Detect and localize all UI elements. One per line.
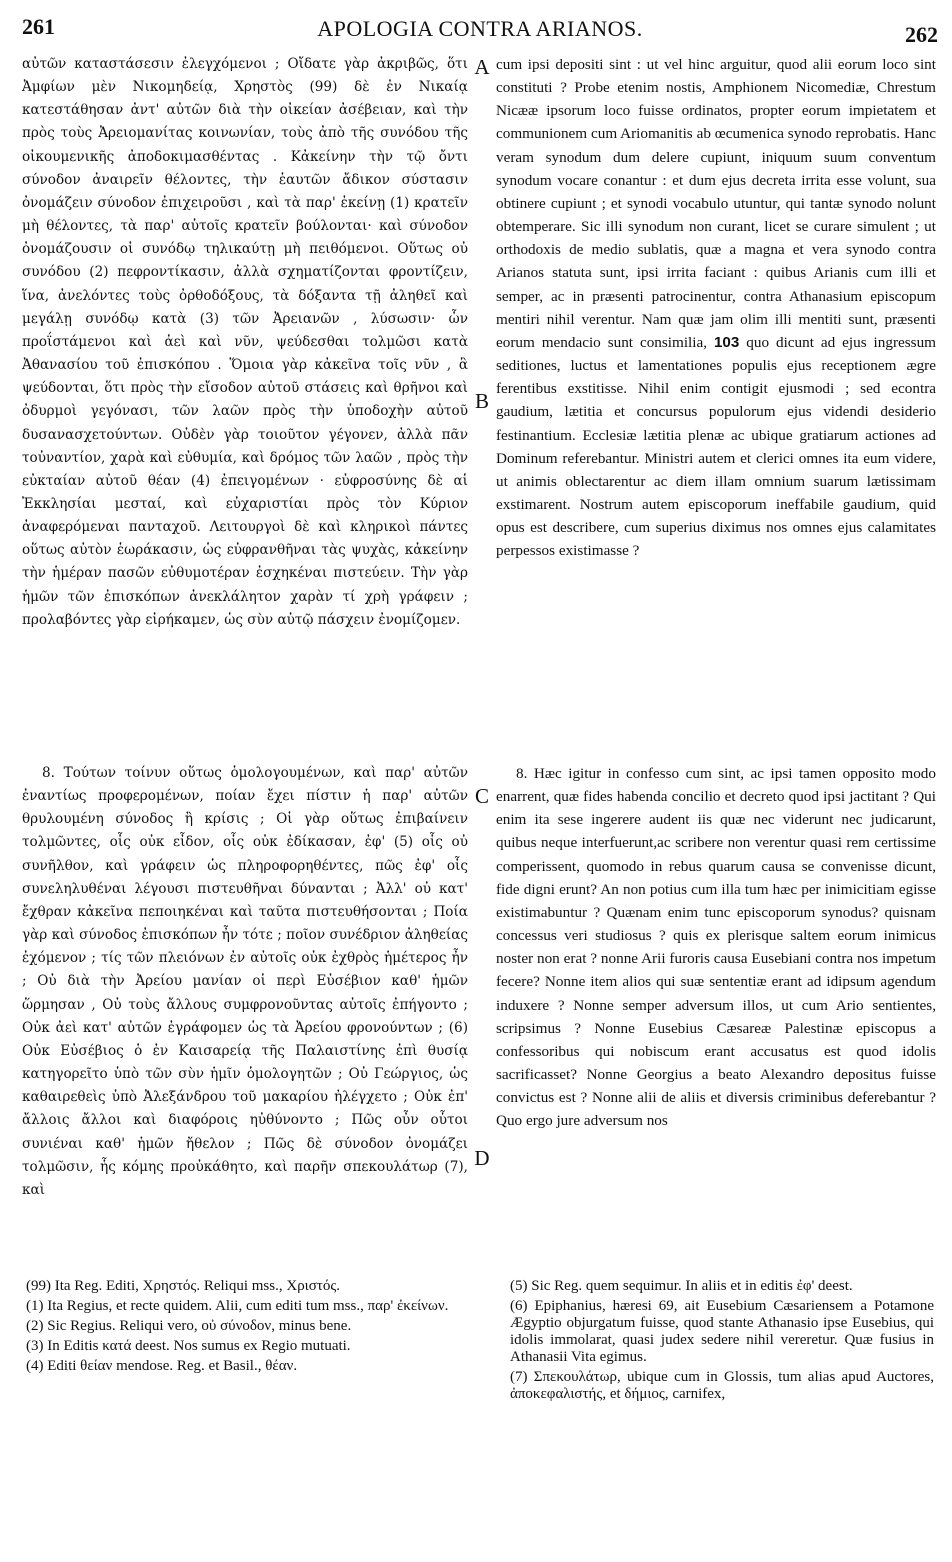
footnote: (6) Epiphanius, hæresi 69, ait Eusebium Cæsariensem a Potamone Ægyptio objurgatum fuisse, quod stante Athanasio ipse Eusebius, qui idolis immolarat, quasi judex sedere nihil vereretur. Quæ fusius in Athanasii Vita egimus. [510,1298,934,1365]
greek-paragraph: αὐτῶν καταστάσεσιν ἐλεγχόμενοι ; Οἴδατε γὰρ ἀκριβῶς, ὅτι Ἀμφίων μὲν Νικομηδείᾳ, Χρηστὸς (99) δὲ ἐν Νικαίᾳ κατεστάθησαν ἀντ' αὐτῶν διὰ τὴν οἰκείαν ἀσέβειαν, καὶ τὴν πρὸς τοὺς Ἀρειομανίτας κοινωνίαν, τοὺς ἀπὸ τῆς συνόδου τῆς οἰκουμενικῆς ἀποδοκιμασθέντας . Κἀκείνην τὴν τῷ ὄντι σύνοδον ἀναιρεῖν θέλοντες, τὴν ἑαυτῶν ἄδικον σύστασιν ὀνομάζειν σύνοδον ἐπιχειροῦσι , καὶ τὰ παρ' ἐκείνῃ (1) κρατεῖν μὴ θέλοντες, τὰ παρ' αὑτοῖς κρατεῖν βούλονται· καὶ σύνοδον ὀνομάζουσιν οἱ συνόδῳ τηλικαύτῃ μὴ πειθόμενοι. Οὕτως οὐ συνόδου (2) πεφροντίκασιν, ἀλλὰ σχηματίζονται φροντίζειν, ἵνα, ἀνελόντες τοὺς ὀρθοδόξους, τὰ δόξαντα τῇ ἀληθεῖ καὶ μεγάλῃ συνόδῳ κατὰ (3) τῶν Ἀρειανῶν , λύσωσιν· ὧν προΐστάμενοι καὶ ἀεὶ καὶ νῦν, ψεύδεσθαι τολμῶσι κατὰ Ἀθανασίου τοῦ ἐπισκόπου . Ὅμοια γὰρ κἀκεῖνα τοῖς νῦν , ἃ ψεύδονται, ὅτι πρὸς τὴν εἴσοδον αὐτοῦ στάσεις καὶ θρῆνοι καὶ ὀδυρμοὶ γεγόνασι, τῶν λαῶν πρὸς τὴν ὑποδοχὴν αὐτοῦ δυσανασχετούντων. Οὐδὲν γὰρ τοιοῦτον γέγονεν, ἀλλὰ πᾶν τοὐναντίον, χαρὰ καὶ εὐθυμία, καὶ δρόμος τῶν λαῶν , πρὸς τὴν εὐκταίαν αὐτοῦ θέαν (4) ἐπειγομένων · εὐφροσύνης δὲ αἱ Ἐκκλησίαι μεσταί, καὶ εὐχαριστίαι πρὸς τὸν Κύριον ἀναφερόμεναι πανταχοῦ. Λειτουργοὶ δὲ καὶ κληρικοὶ πάντες οὕτως αὐτὸν ἑωράκασιν, ὡς εὐφρανθῆναι τὰς ψυχὰς, κἀκείνην τὴν ἡμέραν πασῶν εὐθυμοτέραν ἐσχηκέναι πιστεύειν. Τὴν γὰρ ἡμῶν τῶν ἐπισκόπων ἀνεκλάλητον χαρὰν τί χρὴ γράφειν ; προλαβόντες γὰρ εἰρήκαμεν, ὡς σὺν αὐτῷ πάσχειν ἐνομίζομεν. [22,56,468,628]
footnote: (2) Sic Regius. Reliqui vero, οὐ σύνοδον, minus bene. [26,1318,352,1334]
latin-text: quo dicunt ad ejus ingressum seditiones, luctus et lamentationes populis ejus receptionem ægre ferentibus exstitisse. Nihil enim contigit ejusmodi ; sed econtra gaudium, lætitia et concursus populorum ejus videndi desiderio festinantium. Ecclesiæ lætitia plenæ ac ubique gratiarum actiones ad Dominum referebantur. Ministri autem et clerici omnes ita eum videre, ut animis oblectarentur ac diem illam omnium suarum lætissimam exstimarent. Nostrum autem episcoporum ineffabile gaudium, quid opus est describere, cum superius diximus nos omnes ejus calamitates perpessos existimasse ? [496,333,936,560]
latin-column-top [496,53,936,562]
margin-marker-a: A [474,55,490,79]
running-title: APOLOGIA CONTRA ARIANOS. [317,16,643,41]
footnotes-right [510,1278,934,1406]
chapter-number: 103 [713,333,740,351]
footnote: (7) Σπεκουλάτωρ, ubique cum in Glossis, tum alias apud Auctores, ἀποκεφαλιστής, et δήμιος, carnifex, [510,1369,934,1402]
page-number-right: 262 [905,22,938,47]
greek-paragraph: 8. Τούτων τοίνυν οὕτως ὁμολογουμένων, καὶ παρ' αὐτῶν ἐναντίως προφερομένων, ποίαν ἔχει πίστιν ἡ παρ' αὐτῶν θρυλουμένη σύνοδος ἢ κρίσις ; Οἱ γὰρ οὕτως ἐπιβαίνειν τολμῶντες, οἷς οὐκ εἶδον, οἷς οὐκ ἐδίκασαν, ἐφ' (5) οἷς οὐ συνῆλθον, καὶ γράφειν ὡς πληροφορηθέντες, πῶς ἐφ' οἷς συνεληλυθέναι λέγουσι πιστευθῆναι δύνανται ; Ἀλλ' οὐ κατ' ἔχθραν κἀκεῖνα πεποιηκέναι καὶ ταῦτα πιστευθήσονται ; Ποία γὰρ καὶ σύνοδος ἐπισκόπων ἦν τότε ; ποῖον συνέδριον ἀληθείας ἐχόμενον ; τίς τῶν πλειόνων ἐν αὐτοῖς οὐκ ἐχθρὸς ἡμέτερος ἦν ; Οὐ διὰ τὴν Ἀρείου μανίαν οἱ περὶ Εὐσέβιον καθ' ἡμῶν ὥρμησαν , Οὐ τοὺς ἄλλους συμφρονοῦντας αὐτοῖς ἐπήγοντο ; Οὐκ ἀεὶ κατ' αὐτῶν ἐγράφομεν ὡς τὰ Ἀρείου φρονούντων ; (6) Οὐκ Εὐσέβιος ὁ ἐν Καισαρείᾳ τῆς Παλαιστίνης ἐπὶ θυσίᾳ κατηγορεῖτο ὑπὸ τῶν σὺν ἡμῖν ὁμολογητῶν ; Οὐ Γεώργιος, ὡς καθαιρεθεὶς ὑπὸ Ἀλεξάνδρου τοῦ μακαρίου ἠλέγχετο ; Οὐκ ἐπ' ἄλλοις ἄλλοι καὶ διαφόροις ηὐθύνοντο ; Πῶς οὖν οὗτοι συνιέναι καθ' ἡμῶν ἤθελον ; Πῶς δὲ σύνοδον ὀνομάζει τολμῶσιν, ἧς κόμης προὐκάθητο, καὶ παρῆν σπεκουλάτωρ (7), καὶ [22,765,468,1198]
page-header [22,14,938,48]
footnotes-left [26,1278,468,1378]
footnote: (4) Editi θείαν mendose. Reg. et Basil., θέαν. [26,1358,298,1374]
latin-paragraph [496,53,936,562]
margin-marker-d: D [474,1146,490,1170]
latin-text: cum ipsi depositi sint : ut vel hinc arguitur, quod alii eorum loco sint constituti ? Probe etenim nostis, Amphionem Nicomediæ, Chrestum Nicææ ipsorum loco fuisse ordinatos, propter eorum impietatem et communionem cum Ariomanitis ab œcumenica synodo reprobatis. Hanc veram synodum dum delere cupiunt, iniquum suum conventum synodum vocare conantur : et dum ejus decreta irrita esse volunt, sua obtinere cupiunt ; et synodi vocabulo utuntur, qui tantæ synodo nolunt obtemperare. Sic illi synodum non curant, licet se curare simulent ; ut orthodoxis de medio sublatis, quæ a magna et vera synodo contra Arianos statuta sunt, ipsi irrita faciant : quibus Arianis cum illi et semper, ac in præsenti patrocinentur, contra Athanasium episcopum mentiri nihil verentur. Nam quæ jam olim illi mentiti sunt, præsenti eorum mendacio sunt consimilia, [496,56,936,351]
greek-column-top [22,53,468,632]
margin-marker-c: C [474,784,489,808]
footnote: (1) Ita Regius, et recte quidem. Alii, cum editi tum mss., παρ' ἐκείνων. [26,1298,449,1314]
greek-column-bottom [22,762,468,1202]
footnote: (3) In Editis κατά deest. Nos sumus ex Regio mutuati. [26,1338,351,1354]
latin-column-bottom [496,762,936,1133]
page-number-left: 261 [22,14,55,39]
latin-paragraph: 8. Hæc igitur in confesso cum sint, ac ipsi tamen opposito modo enarrent, quæ fides habenda concilio et decreto quod ipsi jactitant ? Qui enim ita sese ingerere audent iis quæ nec viderunt nec judicarunt, quibus neque interfuerunt,ac scribere non verentur quasi rem certissime comperissent, quomodo in rebus quarum causa se convenisse dicunt, fide digni erunt? An non potius cum illa tum hæc per inimicitiam egisse existimabuntur ? Quænam enim tunc episcoporum synodus? quisnam concessus veri studiosus ? quis ex plerisque saltem eorum inimicus noster non erat ? nonne Arii furoris causa Eusebiani contra nos impetum fecere? Nonne item alios qui suæ sententiæ erant ad idipsum agendum induxere ? Nonne semper adversum illos, ut cum Ario sentientes, scripsimus ? Nonne Eusebius Cæsareæ Palestinæ episcopus a confessoribus qui nobiscum erant accusatus est quod idolis sacrificasset? Nonne Georgius a beato Alexandro depositus fuisse convictus est ? Nonne alii de aliis et diversis criminibus deferebantur ? Quo ergo jure adversum nos [496,765,936,1130]
footnote: (5) Sic Reg. quem sequimur. In aliis et in editis ἐφ' deest. [510,1278,853,1294]
margin-marker-b: B [474,389,489,413]
footnote: (99) Ita Reg. Editi, Χρηστός. Reliqui mss., Χριστός. [26,1278,341,1294]
